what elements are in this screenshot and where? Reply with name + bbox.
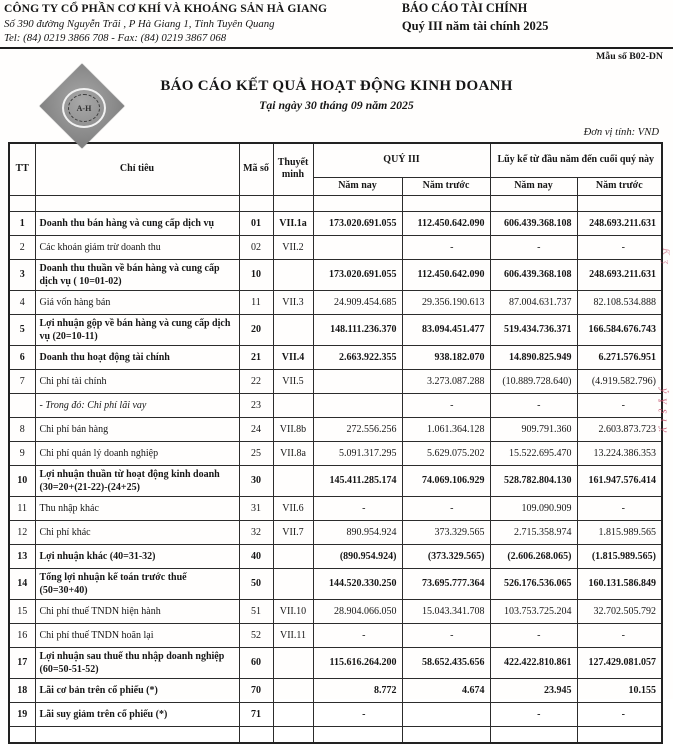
cell-y1: 606.439.368.108 (490, 211, 577, 235)
cell-ma: 10 (239, 259, 273, 290)
cell-y1: 526.176.536.065 (490, 568, 577, 599)
cell-tt (9, 393, 35, 417)
report-header-block (394, 1, 667, 47)
cell-y2: - (577, 235, 662, 259)
cell-tt: 6 (9, 345, 35, 369)
cell-q1: (890.954.924) (313, 544, 402, 568)
cell-y2: 166.584.676.743 (577, 314, 662, 345)
cell-y1: (10.889.728.640) (490, 369, 577, 393)
cell-label: Lợi nhuận khác (40=31-32) (35, 544, 239, 568)
cell-y2: 248.693.211.631 (577, 259, 662, 290)
cell-q1: 145.411.285.174 (313, 465, 402, 496)
cell-tm: VII.8a (273, 441, 313, 465)
empty-cell (9, 195, 35, 211)
cell-y2: - (577, 702, 662, 726)
report-type: BÁO CÁO TÀI CHÍNH (401, 1, 528, 15)
table-row (9, 496, 662, 520)
cell-y1: - (490, 393, 577, 417)
cell-q1: - (313, 702, 402, 726)
cell-y1: - (490, 623, 577, 647)
cell-q2: - (402, 393, 490, 417)
table-row (9, 623, 662, 647)
cell-ma: 20 (239, 314, 273, 345)
cell-label: Chi phí tài chính (35, 369, 239, 393)
cell-y1: - (490, 702, 577, 726)
cell-q2: - (402, 623, 490, 647)
cell-tt: 9 (9, 441, 35, 465)
cell-label: Lợi nhuận thuần từ hoạt động kinh doanh (30=20+(21-22)-(24+25) (35, 465, 239, 496)
cell-y2: 6.271.576.951 (577, 345, 662, 369)
seal-emblem-icon (62, 88, 106, 128)
empty-cell (9, 726, 35, 743)
empty-cell (577, 195, 662, 211)
cell-ma: 60 (239, 647, 273, 678)
cell-q1: - (313, 623, 402, 647)
cell-ma: 22 (239, 369, 273, 393)
table-row (9, 290, 662, 314)
letterhead (0, 0, 673, 49)
cell-q2: 58.652.435.656 (402, 647, 490, 678)
col-header-chi-tieu: Chỉ tiêu (35, 143, 239, 195)
table-row (9, 465, 662, 496)
table-row (9, 702, 662, 726)
table-body (9, 195, 662, 743)
page-title: BÁO CÁO KẾT QUẢ HOẠT ĐỘNG KINH DOANH (160, 78, 513, 95)
cell-q1: 5.091.317.295 (313, 441, 402, 465)
table-row (9, 259, 662, 290)
cell-q1: 272.556.256 (313, 417, 402, 441)
cell-y1: 87.004.631.737 (490, 290, 577, 314)
cell-y2: 160.131.586.849 (577, 568, 662, 599)
cell-tt: 5 (9, 314, 35, 345)
cell-label: - Trong đó: Chi phí lãi vay (35, 393, 239, 417)
cell-q1: 148.111.236.370 (313, 314, 402, 345)
cell-y2: - (577, 623, 662, 647)
cell-tt: 13 (9, 544, 35, 568)
cell-tm: VII.10 (273, 599, 313, 623)
cell-tt: 11 (9, 496, 35, 520)
cell-q1: 2.663.922.355 (313, 345, 402, 369)
cell-q1 (313, 235, 402, 259)
table-row (9, 235, 662, 259)
table-row (9, 544, 662, 568)
cell-ma: 40 (239, 544, 273, 568)
cell-y1: 14.890.825.949 (490, 345, 577, 369)
cell-tt: 19 (9, 702, 35, 726)
cell-ma: 71 (239, 702, 273, 726)
cell-ma: 70 (239, 678, 273, 702)
table-row (9, 345, 662, 369)
cell-y1: 23.945 (490, 678, 577, 702)
cell-y1: - (490, 235, 577, 259)
cell-tt: 18 (9, 678, 35, 702)
cell-tt: 15 (9, 599, 35, 623)
empty-cell (490, 726, 577, 743)
cell-label: Giá vốn hàng bán (35, 290, 239, 314)
table-row (9, 369, 662, 393)
cell-ma: 25 (239, 441, 273, 465)
empty-cell (273, 195, 313, 211)
cell-y2: 82.108.534.888 (577, 290, 662, 314)
cell-tt: 2 (9, 235, 35, 259)
table-row (9, 599, 662, 623)
table-row (9, 417, 662, 441)
cell-tm (273, 702, 313, 726)
cell-y2: 161.947.576.414 (577, 465, 662, 496)
cell-tt: 4 (9, 290, 35, 314)
company-seal (40, 64, 126, 150)
cell-y1: 909.791.360 (490, 417, 577, 441)
cell-ma: 32 (239, 520, 273, 544)
cell-tm: VII.11 (273, 623, 313, 647)
cell-tm: VII.1a (273, 211, 313, 235)
cell-q2: 938.182.070 (402, 345, 490, 369)
cell-tm: VII.3 (273, 290, 313, 314)
cell-q2: 3.273.087.288 (402, 369, 490, 393)
cell-q2: 29.356.190.613 (402, 290, 490, 314)
cell-q2: 5.629.075.202 (402, 441, 490, 465)
seal-center-text: A-H (68, 94, 100, 122)
cell-q1: 173.020.691.055 (313, 211, 402, 235)
cell-q1: 173.020.691.055 (313, 259, 402, 290)
cell-q1: 115.616.264.200 (313, 647, 402, 678)
col-header-quarter-current: Năm nay (313, 177, 402, 195)
cell-tm: VII.5 (273, 369, 313, 393)
cell-label: Lợi nhuận gộp về bán hàng và cung cấp dịch vụ (20=10-11) (35, 314, 239, 345)
col-header-thuyet-minh: Thuyết minh (273, 143, 313, 195)
cell-tt: 1 (9, 211, 35, 235)
currency-note: Đơn vị tính: VND (583, 127, 659, 139)
cell-tm: VII.4 (273, 345, 313, 369)
cell-tt: 8 (9, 417, 35, 441)
cell-y1: 519.434.736.371 (490, 314, 577, 345)
cell-y1: 103.753.725.204 (490, 599, 577, 623)
company-address: Số 390 đường Nguyễn Trãi , P Hà Giang 1, Tỉnh Tuyên Quang (4, 18, 275, 31)
table-row (9, 314, 662, 345)
cell-ma: 31 (239, 496, 273, 520)
cell-tt: 10 (9, 465, 35, 496)
cell-q1: 24.909.454.685 (313, 290, 402, 314)
cell-tm (273, 314, 313, 345)
cell-q2: 112.450.642.090 (402, 259, 490, 290)
red-handwriting-marks: ỷɣʂɩỵ (658, 388, 672, 438)
cell-q2: 15.043.341.708 (402, 599, 490, 623)
empty-cell (35, 195, 239, 211)
empty-cell (313, 195, 402, 211)
spacer-row (9, 726, 662, 743)
cell-q2: (373.329.565) (402, 544, 490, 568)
cell-y2: 1.815.989.565 (577, 520, 662, 544)
cell-label: Lợi nhuận sau thuế thu nhập doanh nghiệp (60=50-51-52) (35, 647, 239, 678)
cell-label: Chi phí khác (35, 520, 239, 544)
cell-ma: 01 (239, 211, 273, 235)
cell-tm: VII.2 (273, 235, 313, 259)
cell-y2: 127.429.081.057 (577, 647, 662, 678)
col-header-quarter-prior: Năm trước (402, 177, 490, 195)
table-row (9, 678, 662, 702)
cell-ma: 23 (239, 393, 273, 417)
cell-q2: 74.069.106.929 (402, 465, 490, 496)
cell-ma: 21 (239, 345, 273, 369)
cell-tm (273, 259, 313, 290)
cell-y1: 528.782.804.130 (490, 465, 577, 496)
cell-label: Chi phí bán hàng (35, 417, 239, 441)
income-statement-table (8, 142, 663, 744)
cell-ma: 24 (239, 417, 273, 441)
cell-label: Doanh thu thuần về bán hàng và cung cấp dịch vụ ( 10=01-02) (35, 259, 239, 290)
cell-label: Chi phí quản lý doanh nghiệp (35, 441, 239, 465)
cell-label: Các khoản giảm trừ doanh thu (35, 235, 239, 259)
table-row (9, 393, 662, 417)
cell-ma: 50 (239, 568, 273, 599)
cell-label: Doanh thu bán hàng và cung cấp dịch vụ (35, 211, 239, 235)
cell-q2 (402, 702, 490, 726)
company-tel-fax: Tel: (84) 0219 3866 708 - Fax: (84) 0219 3867 068 (4, 32, 227, 45)
cell-y2: 10.155 (577, 678, 662, 702)
col-header-ma-so: Mã số (239, 143, 273, 195)
col-header-tt: TT (9, 143, 35, 195)
empty-cell (313, 726, 402, 743)
cell-tm (273, 393, 313, 417)
cell-tm (273, 678, 313, 702)
cell-q2: 373.329.565 (402, 520, 490, 544)
empty-cell (490, 195, 577, 211)
red-handwriting-marks-small: Ƙʒ (660, 248, 671, 270)
table-row (9, 211, 662, 235)
cell-q2: 1.061.364.128 (402, 417, 490, 441)
empty-cell (402, 726, 490, 743)
cell-label: Chi phí thuế TNDN hiện hành (35, 599, 239, 623)
empty-cell (35, 726, 239, 743)
cell-q2: - (402, 496, 490, 520)
cell-tm (273, 465, 313, 496)
table-row (9, 647, 662, 678)
cell-ma: 51 (239, 599, 273, 623)
spacer-row (9, 195, 662, 211)
cell-tm (273, 544, 313, 568)
table-row (9, 441, 662, 465)
cell-y1: (2.606.268.065) (490, 544, 577, 568)
cell-tt: 16 (9, 623, 35, 647)
cell-y1: 422.422.810.861 (490, 647, 577, 678)
cell-q2: 73.695.777.364 (402, 568, 490, 599)
empty-cell (239, 195, 273, 211)
cell-y2: - (577, 496, 662, 520)
cell-y1: 606.439.368.108 (490, 259, 577, 290)
cell-label: Thu nhập khác (35, 496, 239, 520)
cell-label: Lãi suy giảm trên cổ phiếu (*) (35, 702, 239, 726)
cell-q1 (313, 393, 402, 417)
table-row (9, 568, 662, 599)
cell-ma: 30 (239, 465, 273, 496)
col-header-ytd-prior: Năm trước (577, 177, 662, 195)
empty-cell (577, 726, 662, 743)
cell-y2: (1.815.989.565) (577, 544, 662, 568)
cell-label: Lãi cơ bản trên cổ phiếu (*) (35, 678, 239, 702)
report-date-line: Tại ngày 30 tháng 09 năm 2025 (259, 98, 414, 113)
cell-y2: 32.702.505.792 (577, 599, 662, 623)
cell-tm: VII.6 (273, 496, 313, 520)
cell-q2: - (402, 235, 490, 259)
cell-ma: 02 (239, 235, 273, 259)
cell-q2: 112.450.642.090 (402, 211, 490, 235)
col-group-ytd: Lũy kế từ đầu năm đến cuối quý này (490, 143, 662, 177)
cell-tm (273, 647, 313, 678)
cell-tt: 12 (9, 520, 35, 544)
cell-tm: VII.7 (273, 520, 313, 544)
cell-tt: 3 (9, 259, 35, 290)
cell-y2: 248.693.211.631 (577, 211, 662, 235)
cell-y2: - (577, 393, 662, 417)
cell-q1: 144.520.330.250 (313, 568, 402, 599)
cell-y2: 13.224.386.353 (577, 441, 662, 465)
cell-ma: 11 (239, 290, 273, 314)
col-header-ytd-current: Năm nay (490, 177, 577, 195)
cell-label: Doanh thu hoạt động tài chính (35, 345, 239, 369)
cell-y2: 2.603.873.723 (577, 417, 662, 441)
cell-q1: 890.954.924 (313, 520, 402, 544)
cell-q1: - (313, 496, 402, 520)
cell-q1: 28.904.066.050 (313, 599, 402, 623)
cell-label: Chi phí thuế TNDN hoãn lại (35, 623, 239, 647)
cell-label: Tổng lợi nhuận kế toán trước thuế (50=30+40) (35, 568, 239, 599)
cell-q2: 83.094.451.477 (402, 314, 490, 345)
empty-cell (273, 726, 313, 743)
cell-y1: 15.522.695.470 (490, 441, 577, 465)
cell-y1: 109.090.909 (490, 496, 577, 520)
cell-q2: 4.674 (402, 678, 490, 702)
cell-q1: 8.772 (313, 678, 402, 702)
company-name: CÔNG TY CỔ PHẦN CƠ KHÍ VÀ KHOÁNG SẢN HÀ GIANG (4, 2, 328, 15)
empty-cell (239, 726, 273, 743)
cell-q1 (313, 369, 402, 393)
cell-ma: 52 (239, 623, 273, 647)
cell-y2: (4.919.582.796) (577, 369, 662, 393)
cell-tt: 14 (9, 568, 35, 599)
report-period: Quý III năm tài chính 2025 (401, 19, 549, 33)
company-info-block (4, 1, 389, 47)
cell-tm: VII.8b (273, 417, 313, 441)
cell-tt: 7 (9, 369, 35, 393)
cell-tm (273, 568, 313, 599)
table-row (9, 520, 662, 544)
cell-y1: 2.715.358.974 (490, 520, 577, 544)
form-number: Mẫu số B02-DN (596, 51, 663, 63)
col-group-quarter: QUÝ III (313, 143, 490, 177)
empty-cell (402, 195, 490, 211)
cell-tt: 17 (9, 647, 35, 678)
